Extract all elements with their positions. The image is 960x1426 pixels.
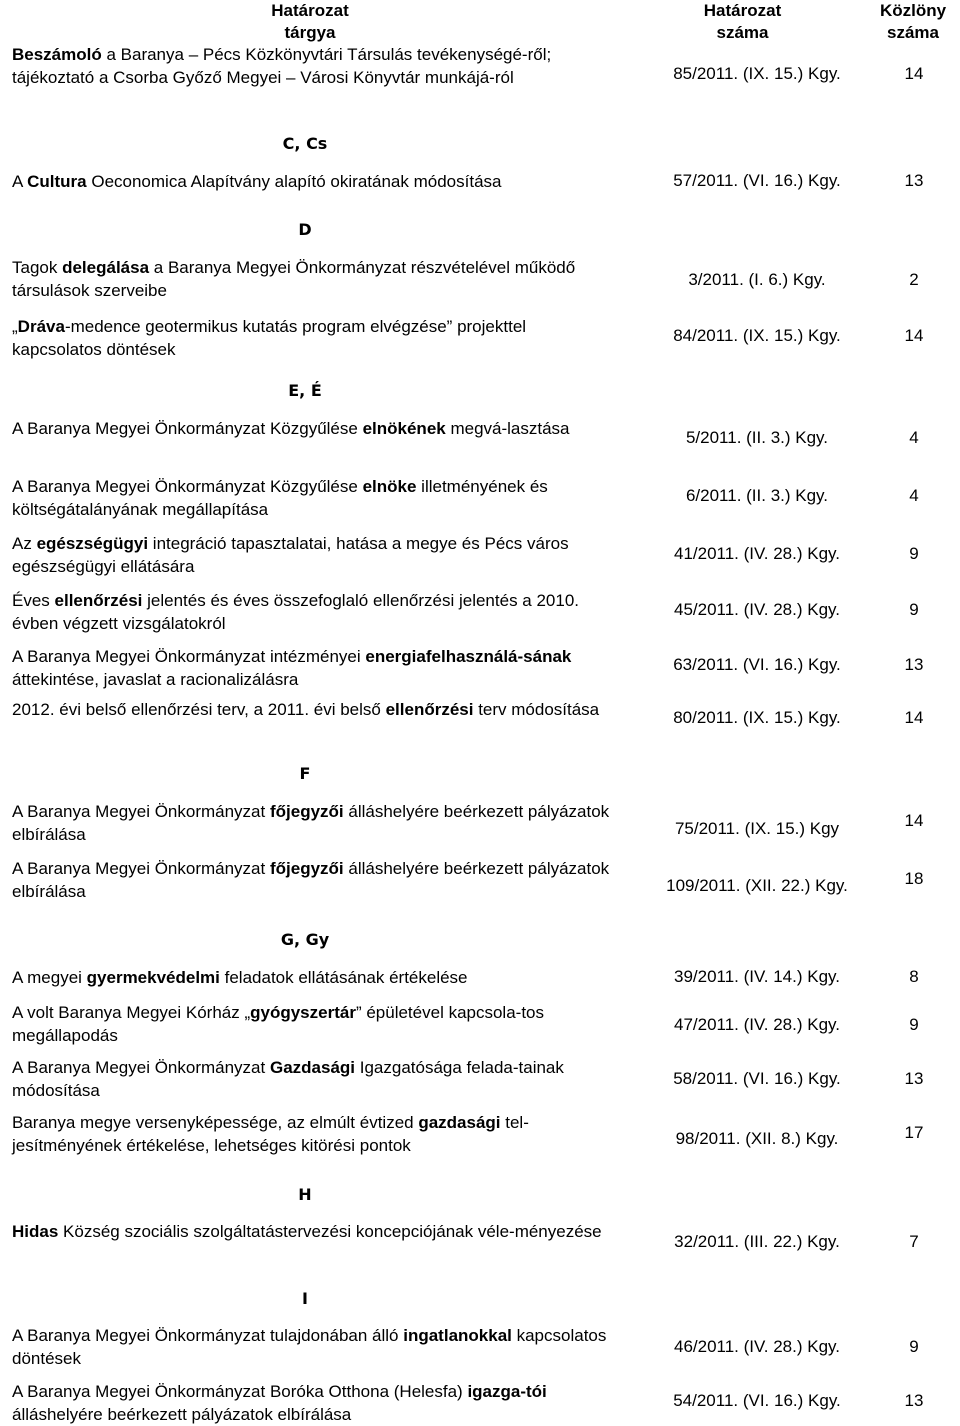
subject-keyword: energiafelhasználá-sának [365,647,572,666]
subject-keyword: gazdasági [418,1113,501,1132]
subject-text: Tagok [12,258,63,277]
entry-gazette-number: 9 [909,600,919,619]
entry-gazette-number: 4 [909,486,919,505]
entry-subject [12,315,614,361]
entry-gazette-number: 9 [909,544,919,563]
entry-resolution-number: 75/2011. (IX. 15.) Kgy [674,819,840,838]
subject-text: A Baranya Megyei Önkormányzat tulajdonában álló [12,1326,404,1345]
subject-keyword: főjegyzői [269,802,344,821]
subject-text: Oeconomica Alapítvány alapító okiratának módosítása [86,172,502,191]
subject-text: ” épületével kapcsola-tos megállapodás [12,1003,544,1045]
entry-resolution-number: 47/2011. (IV. 28.) Kgy. [673,1015,840,1034]
section-letter: I [302,1289,308,1308]
entry-subject [12,1111,614,1157]
entry-gazette-number: 13 [904,1391,924,1410]
entry-gazette-number: 14 [904,64,924,83]
entry-resolution-number: 5/2011. (II. 3.) Kgy. [685,428,829,447]
subject-text: A Baranya Megyei Önkormányzat Közgyűlése [12,477,363,496]
subject-text: A Baranya Megyei Önkormányzat [12,859,270,878]
subject-keyword: ellenőrzési [385,700,474,719]
entry-subject [12,43,614,89]
entry-resolution-number: 58/2011. (VI. 16.) Kgy. [673,1069,841,1088]
entry-resolution-number: 39/2011. (IV. 14.) Kgy. [673,967,840,986]
entry-subject [12,1001,614,1047]
entry-subject [12,475,614,521]
entry-subject [12,417,614,440]
subject-text: illetményének és költségátalányának megállapítása [12,477,548,519]
subject-keyword: Dráva [17,317,65,336]
header-subject: Határozat tárgya [271,1,349,42]
entry-gazette-number: 17 [904,1123,924,1142]
entry-gazette-number: 9 [909,1015,919,1034]
entry-gazette-number: 13 [904,1069,924,1088]
subject-keyword: ellenőrzési [54,591,143,610]
subject-text: álláshelyére beérkezett pályázatok elbírálása [12,802,610,844]
subject-text: Baranya megye versenyképessége, az elmúlt évtized [12,1113,419,1132]
entry-subject [12,256,614,302]
section-letter: H [298,1185,312,1204]
subject-text: a Baranya – Pécs Közkönyvtári Társulás tevékenységé-ről; tájékoztató a Csorba Győző Megyei – Városi Könyvtár munkájá-ról [12,45,552,87]
entry-resolution-number: 57/2011. (VI. 16.) Kgy. [673,171,841,190]
entry-resolution-number: 41/2011. (IV. 28.) Kgy. [673,544,840,563]
subject-text: A [12,172,28,191]
entry-subject [12,1324,614,1370]
subject-text: A Baranya Megyei Önkormányzat intézményei [12,647,366,666]
entry-resolution-number: 32/2011. (III. 22.) Kgy. [674,1232,840,1251]
subject-text: terv módosítása [473,700,600,719]
subject-text: A Baranya Megyei Önkormányzat [12,1058,270,1077]
subject-text: álláshelyére beérkezett pályázatok elbírálása [12,859,610,901]
subject-text: Község szociális szolgáltatástervezési koncepciójának véle-ményezése [58,1222,602,1241]
subject-keyword: ingatlanokkal [403,1326,512,1345]
section-letter: D [298,220,312,239]
subject-text: feladatok ellátásának értékelése [219,968,468,987]
entry-subject [12,698,614,721]
entry-resolution-number: 109/2011. (XII. 22.) Kgy. [666,876,848,895]
entry-resolution-number: 84/2011. (IX. 15.) Kgy. [673,326,841,345]
subject-keyword: gyermekvédelmi [86,968,220,987]
subject-text: A Baranya Megyei Önkormányzat Közgyűlése [12,419,363,438]
subject-text: kapcsolatos döntések [12,1326,607,1368]
header-resolution-number: Határozat száma [703,1,782,42]
subject-text: Igazgatósága felada-tainak módosítása [12,1058,564,1100]
subject-keyword: Gazdasági [269,1058,356,1077]
subject-keyword: Beszámoló [12,45,102,64]
entry-subject [12,589,614,635]
section-letter: F [299,764,311,783]
subject-keyword: gyógyszertár [250,1003,356,1022]
subject-text: 2012. évi belső ellenőrzési terv, a 2011. évi belső [12,700,386,719]
subject-text: Az [12,534,37,553]
subject-text: áttekintése, javaslat a racionalizálásra [12,670,299,689]
subject-text: „ [12,317,18,336]
entry-gazette-number: 7 [909,1232,919,1251]
entry-resolution-number: 80/2011. (IX. 15.) Kgy. [673,708,841,727]
entry-subject [12,170,614,193]
subject-keyword: igazga-tói [467,1382,547,1401]
entry-resolution-number: 6/2011. (II. 3.) Kgy. [685,486,829,505]
entry-resolution-number: 54/2011. (VI. 16.) Kgy. [673,1391,841,1410]
entry-gazette-number: 14 [904,708,924,727]
subject-keyword: Hidas [12,1222,59,1241]
subject-keyword: delegálása [62,258,150,277]
subject-text: A Baranya Megyei Önkormányzat [12,802,270,821]
subject-text: megvá-lasztása [445,419,570,438]
subject-text: integráció tapasztalatai, hatása a megye és Pécs város egészségügyi ellátására [12,534,569,576]
subject-text: tel-jesítményének értékelése, lehetséges kitörési pontok [12,1113,529,1155]
entry-gazette-number: 14 [904,811,924,830]
subject-text: A Baranya Megyei Önkormányzat Boróka Otthona (Helesfa) [12,1382,468,1401]
entry-resolution-number: 3/2011. (I. 6.) Kgy. [688,270,826,289]
subject-text: Éves [12,591,55,610]
entry-gazette-number: 14 [904,326,924,345]
entry-subject [12,1056,614,1102]
entry-gazette-number: 4 [909,428,919,447]
entry-gazette-number: 13 [904,655,924,674]
entry-subject [12,532,614,578]
entry-resolution-number: 85/2011. (IX. 15.) Kgy. [673,64,841,83]
subject-keyword: egészségügyi [36,534,149,553]
subject-text: a Baranya Megyei Önkormányzat részvételével működő társulások szerveibe [12,258,576,300]
subject-text: álláshelyére beérkezett pályázatok elbírálása [12,1405,352,1424]
subject-keyword: elnökének [362,419,446,438]
entry-subject [12,1380,614,1426]
entry-subject [12,1220,614,1243]
entry-subject [12,857,614,903]
subject-keyword: Cultura [27,172,87,191]
entry-gazette-number: 13 [904,171,924,190]
subject-keyword: elnöke [362,477,417,496]
subject-keyword: főjegyzői [269,859,344,878]
entry-gazette-number: 18 [904,869,924,888]
entry-resolution-number: 46/2011. (IV. 28.) Kgy. [673,1337,840,1356]
section-letter: C, Cs [282,134,328,153]
subject-text: jelentés és éves összefoglaló ellenőrzési jelentés a 2010. évben végzett vizsgálatokról [12,591,580,633]
header-gazette-number: Közlöny száma [879,1,947,42]
subject-text: -medence geotermikus kutatás program elvégzése” projekttel kapcsolatos döntések [12,317,527,359]
section-letter: G, Gy [280,930,330,949]
subject-text: A volt Baranya Megyei Kórház „ [12,1003,251,1022]
section-letter: E, É [288,381,322,400]
entry-resolution-number: 63/2011. (VI. 16.) Kgy. [673,655,841,674]
entry-subject [12,966,614,989]
entry-gazette-number: 9 [909,1337,919,1356]
entry-resolution-number: 98/2011. (XII. 8.) Kgy. [675,1129,839,1148]
entry-subject [12,800,614,846]
subject-text: A megyei [12,968,87,987]
entry-gazette-number: 8 [909,967,919,986]
entry-subject [12,645,614,691]
entry-gazette-number: 2 [909,270,919,289]
entry-resolution-number: 45/2011. (IV. 28.) Kgy. [673,600,840,619]
